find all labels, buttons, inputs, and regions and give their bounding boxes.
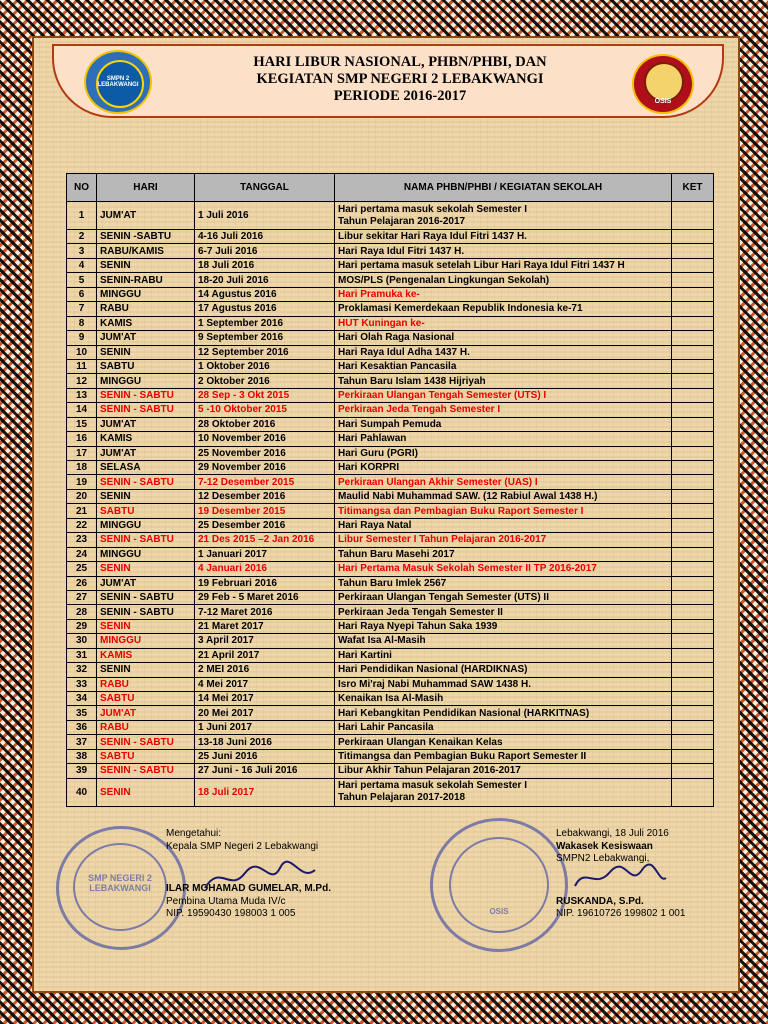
cell-kegiatan: Hari Pendidikan Nasional (HARDIKNAS) [335,663,672,677]
title-line-1: HARI LIBUR NASIONAL, PHBN/PHBI, DAN [253,54,547,70]
cell-kegiatan: Hari Raya Idul Adha 1437 H. [335,345,672,359]
cell-no: 14 [67,403,97,417]
cell-no: 16 [67,432,97,446]
table-row [67,648,714,662]
cell-no: 39 [67,764,97,778]
table-row [67,562,714,576]
cell-ket [672,432,714,446]
cell-ket [672,403,714,417]
stamp-center-text: OSIS [489,907,509,916]
cell-kegiatan: Perkiraan Jeda Tengah Semester I [335,403,672,417]
table-row [67,720,714,734]
table-row [67,403,714,417]
cell-hari: SABTU [97,749,195,763]
cell-no: 17 [67,446,97,460]
table-row [67,778,714,806]
cell-hari: RABU [97,677,195,691]
cell-tanggal: 27 Juni - 16 Juli 2016 [195,764,335,778]
cell-ket [672,533,714,547]
cell-hari: SABTU [97,359,195,373]
cell-no: 40 [67,778,97,806]
cell-tanggal: 12 Desember 2016 [195,489,335,503]
table-row [67,446,714,460]
table-row [67,316,714,330]
cell-tanggal: 21 Maret 2017 [195,619,335,633]
cell-kegiatan: Hari Guru (PGRI) [335,446,672,460]
table-row [67,576,714,590]
cell-tanggal: 5 -10 Oktober 2015 [195,403,335,417]
cell-no: 38 [67,749,97,763]
cell-tanggal: 2 MEI 2016 [195,663,335,677]
cell-ket [672,489,714,503]
table-row [67,749,714,763]
cell-tanggal: 14 Mei 2017 [195,692,335,706]
cell-kegiatan: Hari Lahir Pancasila [335,720,672,734]
cell-kegiatan-line1: Hari pertama masuk sekolah Semester I [338,203,527,215]
cell-kegiatan: MOS/PLS (Pengenalan Lingkungan Sekolah) [335,273,672,287]
logo-inner-ring [644,62,684,102]
cell-hari: JUM'AT [97,202,195,230]
cell-ket [672,764,714,778]
cell-tanggal: 28 Sep - 3 Okt 2015 [195,388,335,402]
cell-kegiatan: Hari Sumpah Pemuda [335,417,672,431]
cell-no: 3 [67,244,97,258]
cell-no: 11 [67,359,97,373]
osis-stamp [430,818,568,952]
table-row [67,202,714,230]
cell-tanggal: 4 Mei 2017 [195,677,335,691]
cell-kegiatan: Proklamasi Kemerdekaan Republik Indonesia ke-71 [335,302,672,316]
cell-hari: MINGGU [97,518,195,532]
table-row [67,331,714,345]
cell-no: 33 [67,677,97,691]
table-body [67,202,714,807]
cell-hari: JUM'AT [97,331,195,345]
cell-ket [672,374,714,388]
cell-tanggal: 13-18 Juni 2016 [195,735,335,749]
cell-kegiatan: Perkiraan Jeda Tengah Semester II [335,605,672,619]
sig-left-line2: Kepala SMP Negeri 2 Lebakwangi [166,840,319,852]
cell-ket [672,244,714,258]
osis-logo-text: OSIS [654,98,672,105]
cell-hari: SENIN - SABTU [97,388,195,402]
cell-tanggal: 10 November 2016 [195,432,335,446]
cell-tanggal: 1 Juni 2017 [195,720,335,734]
cell-no: 9 [67,331,97,345]
cell-tanggal: 29 November 2016 [195,461,335,475]
cell-tanggal: 4-16 Juli 2016 [195,230,335,244]
cell-no: 28 [67,605,97,619]
cell-tanggal: 1 Januari 2017 [195,547,335,561]
cell-ket [672,417,714,431]
cell-hari: SENIN - SABTU [97,764,195,778]
table-row [67,287,714,301]
cell-hari: JUM'AT [97,417,195,431]
cell-ket [672,735,714,749]
cell-kegiatan: Hari Kebangkitan Pendidikan Nasional (HARKITNAS) [335,706,672,720]
sig-left-name: ILAR MOHAMAD GUMELAR, M.Pd. [166,883,331,894]
table-row [67,359,714,373]
cell-hari: MINGGU [97,634,195,648]
stamp-inner-ring [449,837,549,933]
cell-tanggal: 21 Des 2015 –2 Jan 2016 [195,533,335,547]
cell-tanggal: 18 Juli 2016 [195,258,335,272]
cell-hari: RABU/KAMIS [97,244,195,258]
stamp-text-line-1: SMP NEGERI 2 [88,873,152,883]
table-row [67,489,714,503]
cell-kegiatan: HUT Kuningan ke- [335,316,672,330]
cell-tanggal: 20 Mei 2017 [195,706,335,720]
cell-no: 29 [67,619,97,633]
table-row [67,273,714,287]
cell-kegiatan: Hari Pramuka ke- [335,287,672,301]
table-row [67,461,714,475]
cell-ket [672,619,714,633]
cell-ket [672,475,714,489]
cell-kegiatan: Perkiraan Ulangan Tengah Semester (UTS) I [335,388,672,402]
cell-tanggal: 28 Oktober 2016 [195,417,335,431]
cell-kegiatan: Libur Akhir Tahun Pelajaran 2016-2017 [335,764,672,778]
cell-kegiatan: Hari KORPRI [335,461,672,475]
cell-kegiatan: Libur Semester I Tahun Pelajaran 2016-2017 [335,533,672,547]
table-row [67,388,714,402]
cell-ket [672,287,714,301]
cell-ket [672,302,714,316]
sig-left-line1: Mengetahui: [166,828,222,839]
signature-scribble-right [570,858,670,898]
cell-ket [672,345,714,359]
cell-kegiatan: Isro Mi'raj Nabi Muhammad SAW 1438 H. [335,677,672,691]
cell-tanggal: 1 September 2016 [195,316,335,330]
cell-tanggal: 3 April 2017 [195,634,335,648]
cell-hari: SENIN - SABTU [97,590,195,604]
column-header-kegiatan: NAMA PHBN/PHBI / KEGIATAN SEKOLAH [335,174,672,202]
cell-no: 20 [67,489,97,503]
table-row [67,504,714,518]
cell-kegiatan: Hari Raya Natal [335,518,672,532]
cell-hari: JUM'AT [97,446,195,460]
title-line-2: KEGIATAN SMP NEGERI 2 LEBAKWANGI [256,71,544,87]
stamp-text-line-2: LEBAKWANGI [89,883,151,893]
cell-no: 18 [67,461,97,475]
cell-no: 36 [67,720,97,734]
cell-tanggal: 25 November 2016 [195,446,335,460]
column-header-tanggal: TANGGAL [195,174,335,202]
cell-no: 5 [67,273,97,287]
cell-ket [672,461,714,475]
cell-kegiatan-line2: Tahun Pelajaran 2017-2018 [338,792,466,804]
cell-hari: MINGGU [97,547,195,561]
table-row [67,244,714,258]
cell-ket [672,547,714,561]
cell-no: 27 [67,590,97,604]
cell-tanggal: 9 September 2016 [195,331,335,345]
cell-hari: SABTU [97,504,195,518]
table-row [67,547,714,561]
cell-tanggal: 12 September 2016 [195,345,335,359]
column-header-ket: KET [672,174,714,202]
cell-no: 13 [67,388,97,402]
cell-ket [672,230,714,244]
cell-no: 7 [67,302,97,316]
table-row [67,605,714,619]
cell-ket [672,273,714,287]
cell-tanggal: 21 April 2017 [195,648,335,662]
cell-kegiatan [335,202,672,230]
cell-tanggal: 19 Februari 2016 [195,576,335,590]
table-row [67,663,714,677]
sig-right-line2: Wakasek Kesiswaan [556,840,653,852]
cell-kegiatan: Hari Kesaktian Pancasila [335,359,672,373]
sig-left-nip: NIP. 19590430 198003 1 005 [166,908,296,919]
cell-no: 24 [67,547,97,561]
cell-kegiatan: Hari Olah Raga Nasional [335,331,672,345]
cell-hari: KAMIS [97,648,195,662]
cell-hari: SABTU [97,692,195,706]
table-row [67,345,714,359]
cell-tanggal: 25 Desember 2016 [195,518,335,532]
signature-scribble-left [200,858,320,898]
cell-tanggal: 7-12 Desember 2015 [195,475,335,489]
cell-kegiatan: Hari Raya Nyepi Tahun Saka 1939 [335,619,672,633]
cell-hari: JUM'AT [97,576,195,590]
cell-ket [672,720,714,734]
sig-right-line1: Lebakwangi, 18 Juli 2016 [556,828,669,839]
cell-tanggal: 25 Juni 2016 [195,749,335,763]
cell-tanggal: 18 Juli 2017 [195,778,335,806]
cell-kegiatan: Tahun Baru Islam 1438 Hijriyah [335,374,672,388]
cell-kegiatan: Tahun Baru Imlek 2567 [335,576,672,590]
table-row [67,302,714,316]
cell-no: 26 [67,576,97,590]
cell-hari: SENIN [97,562,195,576]
table-row [67,634,714,648]
cell-hari: MINGGU [97,287,195,301]
cell-ket [672,576,714,590]
cell-no: 19 [67,475,97,489]
cell-hari: SENIN - SABTU [97,605,195,619]
cell-hari: KAMIS [97,432,195,446]
cell-no: 4 [67,258,97,272]
cell-tanggal: 2 Oktober 2016 [195,374,335,388]
cell-ket [672,359,714,373]
sig-left-rank: Pembina Utama Muda IV/c [166,895,286,907]
table-row [67,590,714,604]
cell-hari: SENIN -SABTU [97,230,195,244]
table-row [67,533,714,547]
school-logo-text: SMPN 2 LEBAKWANGI [97,76,139,88]
cell-hari: SENIN - SABTU [97,533,195,547]
cell-no: 37 [67,735,97,749]
cell-ket [672,677,714,691]
cell-ket [672,316,714,330]
cell-ket [672,331,714,345]
cell-no: 23 [67,533,97,547]
cell-tanggal: 6-7 Juli 2016 [195,244,335,258]
column-header-no: NO [67,174,97,202]
stamp-text [79,873,161,893]
school-logo [84,50,152,114]
cell-no: 30 [67,634,97,648]
cell-ket [672,388,714,402]
table-row [67,432,714,446]
cell-ket [672,648,714,662]
cell-no: 15 [67,417,97,431]
cell-no: 32 [67,663,97,677]
cell-ket [672,706,714,720]
page-title [180,54,620,105]
cell-kegiatan: Kenaikan Isa Al-Masih [335,692,672,706]
table-row [67,677,714,691]
cell-no: 35 [67,706,97,720]
column-header-hari: HARI [97,174,195,202]
table-row [67,692,714,706]
cell-hari: RABU [97,720,195,734]
cell-ket [672,446,714,460]
cell-kegiatan: Tahun Baru Masehi 2017 [335,547,672,561]
cell-hari: MINGGU [97,374,195,388]
cell-kegiatan: Perkiraan Ulangan Kenaikan Kelas [335,735,672,749]
cell-hari: SENIN [97,258,195,272]
cell-ket [672,258,714,272]
cell-kegiatan-line2: Tahun Pelajaran 2016-2017 [338,215,466,227]
table-row [67,735,714,749]
cell-kegiatan: Hari Raya Idul Fitri 1437 H. [335,244,672,258]
cell-hari: SELASA [97,461,195,475]
cell-no: 8 [67,316,97,330]
cell-no: 2 [67,230,97,244]
cell-tanggal: 29 Feb - 5 Maret 2016 [195,590,335,604]
cell-hari: KAMIS [97,316,195,330]
table-row [67,475,714,489]
cell-hari: SENIN-RABU [97,273,195,287]
cell-tanggal: 7-12 Maret 2016 [195,605,335,619]
cell-no: 22 [67,518,97,532]
cell-no: 34 [67,692,97,706]
cell-kegiatan: Hari Pahlawan [335,432,672,446]
cell-hari: RABU [97,302,195,316]
title-line-3: PERIODE 2016-2017 [333,88,467,104]
cell-tanggal: 1 Juli 2016 [195,202,335,230]
cell-tanggal: 14 Agustus 2016 [195,287,335,301]
table-row [67,619,714,633]
cell-tanggal: 19 Desember 2015 [195,504,335,518]
cell-ket [672,749,714,763]
table-row [67,258,714,272]
cell-no: 10 [67,345,97,359]
cell-no: 1 [67,202,97,230]
table-row [67,518,714,532]
cell-tanggal: 17 Agustus 2016 [195,302,335,316]
cell-ket [672,663,714,677]
cell-hari: SENIN - SABTU [97,403,195,417]
cell-tanggal: 4 Januari 2016 [195,562,335,576]
cell-kegiatan-line1: Hari pertama masuk sekolah Semester I [338,780,527,792]
cell-tanggal: 18-20 Juli 2016 [195,273,335,287]
cell-kegiatan: Libur sekitar Hari Raya Idul Fitri 1437 H. [335,230,672,244]
cell-ket [672,692,714,706]
table-row [67,764,714,778]
cell-no: 31 [67,648,97,662]
table-header-row [67,174,714,202]
cell-hari: SENIN [97,663,195,677]
sig-right-nip: NIP. 19610726 199802 1 001 [556,908,686,919]
osis-logo [632,54,694,114]
cell-kegiatan: Perkiraan Ulangan Tengah Semester (UTS) II [335,590,672,604]
cell-kegiatan: Titimangsa dan Pembagian Buku Raport Semester II [335,749,672,763]
sig-right-name: RUSKANDA, S.Pd. [556,895,644,907]
cell-hari: JUM'AT [97,706,195,720]
cell-no: 25 [67,562,97,576]
table-row [67,230,714,244]
cell-ket [672,590,714,604]
cell-hari: SENIN [97,345,195,359]
cell-hari: SENIN [97,778,195,806]
cell-hari: SENIN [97,619,195,633]
cell-kegiatan: Perkiraan Ulangan Akhir Semester (UAS) I [335,475,672,489]
holiday-table [66,173,714,807]
cell-ket [672,634,714,648]
cell-tanggal: 1 Oktober 2016 [195,359,335,373]
cell-hari: SENIN [97,489,195,503]
cell-no: 12 [67,374,97,388]
cell-ket [672,202,714,230]
cell-ket [672,562,714,576]
cell-ket [672,518,714,532]
cell-no: 6 [67,287,97,301]
cell-kegiatan: Maulid Nabi Muhammad SAW. (12 Rabiul Awal 1438 H.) [335,489,672,503]
cell-kegiatan: Wafat Isa Al-Masih [335,634,672,648]
table-row [67,706,714,720]
cell-no: 21 [67,504,97,518]
cell-kegiatan: Titimangsa dan Pembagian Buku Raport Semester I [335,504,672,518]
cell-ket [672,504,714,518]
cell-ket [672,605,714,619]
cell-kegiatan: Hari Kartini [335,648,672,662]
cell-kegiatan: Hari pertama masuk setelah Libur Hari Raya Idul Fitri 1437 H [335,258,672,272]
cell-hari: SENIN - SABTU [97,475,195,489]
cell-kegiatan: Hari Pertama Masuk Sekolah Semester II TP 2016-2017 [335,562,672,576]
table-row [67,374,714,388]
table-row [67,417,714,431]
sig-right-line3: SMPN2 Lebakwangi, [556,853,650,864]
cell-ket [672,778,714,806]
cell-hari: SENIN - SABTU [97,735,195,749]
cell-kegiatan [335,778,672,806]
